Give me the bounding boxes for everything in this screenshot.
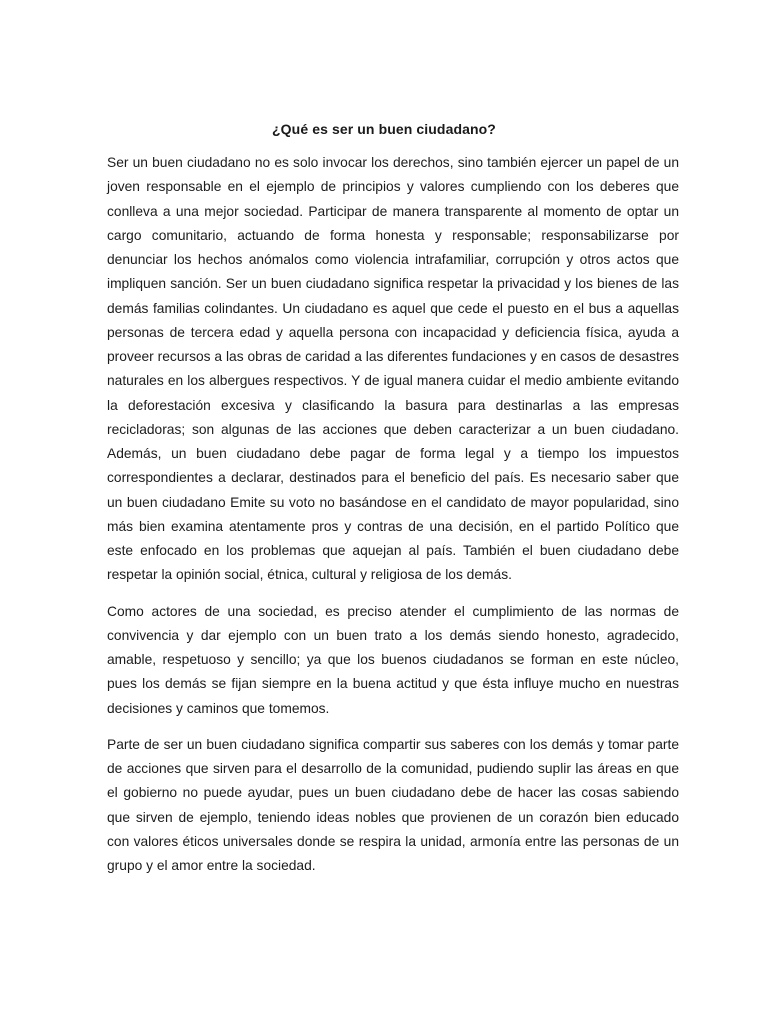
document-title: ¿Qué es ser un buen ciudadano? [272, 121, 496, 137]
paragraph-3: Parte de ser un buen ciudadano significa compartir sus saberes con los demás y tomar parte de acciones que sirven para el desarrollo de la comunidad, pudiendo suplir las áreas en que el gobierno no puede ayudar, pues un buen ciudadano debe de hacer las cosas sabiendo que sirven de ejemplo, teniendo ideas nobles que provienen de un corazón bien educado con valores éticos universales donde se respira la unidad, armonía entre las personas de un grupo y el amor entre la sociedad. [107, 736, 679, 873]
paragraph-1: Ser un buen ciudadano no es solo invocar los derechos, sino también ejercer un papel de un joven responsable en el ejemplo de principios y valores cumpliendo con los deberes que conlleva a una mejor sociedad. Participar de manera transparente al momento de optar un cargo comunitario, actuando de forma honesta y responsable; responsabilizarse por denunciar los hechos anómalos como violencia intrafamiliar, corrupción y otros actos que impliquen sanción. Ser un buen ciudadano significa respetar la privacidad y los bienes de las demás familias colindantes. Un ciudadano es aquel que cede el puesto en el bus a aquellas personas de tercera edad y aquella persona con incapacidad y deficiencia física, ayuda a proveer recursos a las obras de caridad a las diferentes fundaciones y en casos de desastres naturales en los albergues respectivos. Y de igual manera cuidar el medio ambiente evitando la deforestación excesiva y clasificando la basura para destinarlas a las empresas recicladoras; son algunas de las acciones que deben caracterizar a un buen ciudadano. Además, un buen ciudadano debe pagar de forma legal y a tiempo los impuestos correspondientes a declarar, destinados para el beneficio del país. Es necesario saber que un buen ciudadano Emite su voto no basándose en el candidato de mayor popularidad, sino más bien examina atentamente pros y contras de una decisión, en el partido Político que este enfocado en los problemas que aquejan al país. También el buen ciudadano debe respetar la opinión social, étnica, cultural y religiosa de los demás. [107, 155, 679, 583]
paragraph-2: Como actores de una sociedad, es preciso atender el cumplimiento de las normas de convivencia y dar ejemplo con un buen trato a los demás siendo honesto, agradecido, amable, respetuoso y sencillo; ya que los buenos ciudadanos se forman en este núcleo, pues los demás se fijan siempre en la buena actitud y que ésta influye mucho en nuestras decisiones y caminos que tomemos. [107, 603, 679, 716]
document-body [107, 151, 679, 890]
